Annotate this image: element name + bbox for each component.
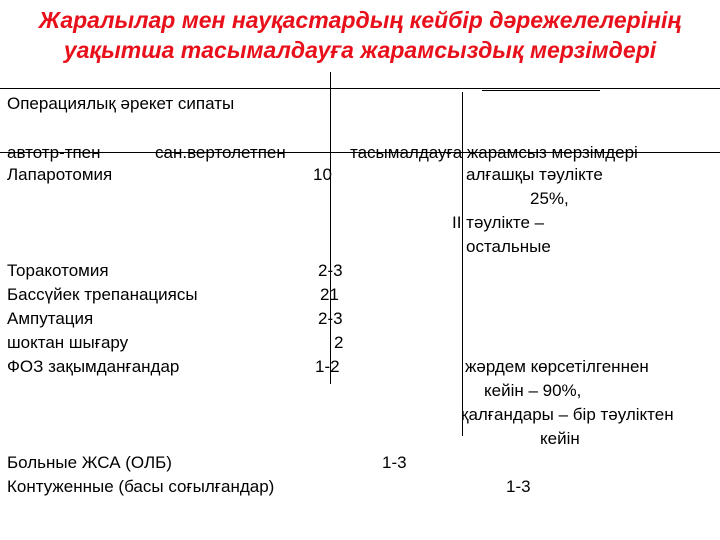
slide-title-line-2: уақытша тасымалдауға жарамсыздық мерзімдері	[63, 37, 657, 63]
row-shock-name: шоктан шығару	[7, 333, 129, 352]
header-operation-type: Операциялық әрекет сипаты	[7, 94, 235, 113]
row-fos-name: ФОЗ зақымданғандар	[7, 357, 180, 376]
header-short-line	[482, 90, 600, 91]
note-fos-1: жәрдем көрсетілгеннен	[465, 357, 649, 376]
subheader-helicopter: сан.вертолетпен	[155, 143, 286, 162]
note-laparotomy-2: 25%,	[530, 189, 569, 208]
row-craniotomy-value: 21	[320, 285, 339, 304]
row-contused-name: Контуженные (басы соғылғандар)	[7, 477, 275, 496]
subheader-unfit-periods: тасымалдауға жарамсыз мерзімдері	[350, 143, 638, 162]
subheader-auto-transport: автотр-тпен	[7, 143, 101, 162]
note-laparotomy-4: остальные	[466, 237, 551, 256]
note-fos-2: кейін – 90%,	[484, 381, 582, 400]
row-amputation-value: 2-3	[318, 309, 343, 328]
row-zhsa-value: 1-3	[382, 453, 407, 472]
note-laparotomy-1: алғашқы тәулікте	[466, 165, 603, 184]
note-fos-4: кейін	[540, 429, 580, 448]
row-thoracotomy-name: Торакотомия	[7, 261, 109, 280]
table-top-border	[0, 88, 720, 89]
row-contused-value: 1-3	[506, 477, 531, 496]
row-thoracotomy-value: 2-3	[318, 261, 343, 280]
row-zhsa-name: Больные ЖСА (ОЛБ)	[7, 453, 172, 472]
column-divider-1	[330, 72, 331, 384]
row-fos-value: 1-2	[315, 357, 340, 376]
row-craniotomy-name: Бассүйек трепанациясы	[7, 285, 198, 304]
note-fos-3: қалғандары – бір тәуліктен	[461, 405, 674, 424]
row-laparotomy-value: 10	[313, 165, 332, 184]
row-amputation-name: Ампутация	[7, 309, 94, 328]
note-laparotomy-3: ІІ тәулікте –	[452, 213, 545, 232]
slide-title-line-1: Жаралылар мен науқастардың кейбір дәрежелелерінің	[38, 7, 682, 33]
row-laparotomy-name: Лапаротомия	[7, 165, 113, 184]
row-shock-value: 2	[334, 333, 344, 352]
